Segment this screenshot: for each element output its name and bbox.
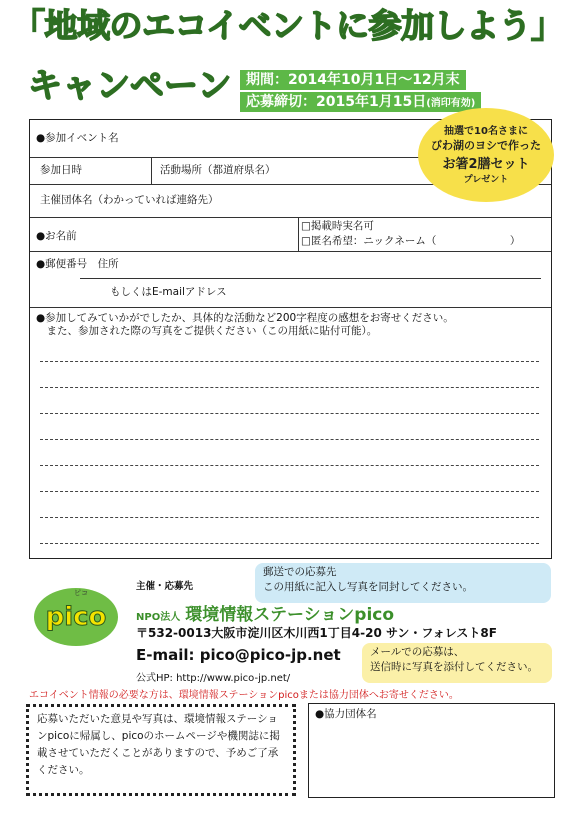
mail-application-bubble — [255, 563, 551, 603]
host-label: 主催・応募先 — [136, 581, 194, 592]
event-name-label: ●参加イベント名 — [36, 132, 119, 144]
event-info-note: エコイベント情報の必要な方は、環境情報ステーションpicoまたは協力団体へお寄せください。 — [29, 690, 459, 701]
deadline-note: (消印有効) — [426, 98, 476, 109]
pico-logo: pico — [34, 588, 118, 646]
prize-line-2: びわ湖のヨシで作った — [431, 139, 541, 152]
pico-ruby: ピコ — [74, 589, 88, 597]
org-address: 〒532-0013大阪市淀川区木川西1丁目4-20 サン・フォレスト8F — [136, 626, 497, 640]
email-label: もしくはE-mailアドレス — [110, 286, 227, 298]
email-title: メールでの応募は、 — [370, 646, 465, 658]
prize-line-4: プレゼント — [463, 175, 509, 185]
page-title: 「地域のエコイベントに参加しよう」 — [12, 6, 564, 45]
page-subtitle: キャンペーン — [28, 66, 232, 106]
deadline-row — [240, 92, 481, 112]
mail-text: この用紙に記入し写真を同封してください。 — [263, 581, 473, 593]
email-application-bubble — [362, 643, 552, 683]
name-label: ●お名前 — [36, 230, 77, 242]
anonymous-checkbox[interactable]: □匿名希望：ニックネーム（ ） — [301, 235, 521, 247]
org-name-row — [136, 600, 394, 625]
notice-box — [26, 704, 296, 796]
prize-line-1: 抽選で10名さまに — [444, 126, 528, 137]
org-website[interactable]: 公式HP: http://www.pico-jp.net/ — [136, 673, 291, 684]
prize-line-3: お箸2膳セット — [442, 157, 530, 172]
postal-address-label: ●郵便番号 住所 — [36, 258, 119, 270]
campaign-period: 期間：2014年10月1日～12月末 — [240, 70, 466, 90]
mail-title: 郵送での応募先 — [263, 566, 337, 578]
comment-instructions — [36, 312, 454, 338]
org-email[interactable]: E-mail: pico@pico-jp.net — [136, 646, 341, 664]
date-label: 参加日時 — [40, 164, 82, 176]
comment-line-2: また、参加された際の写真をご提供ください（この用紙に貼付可能）。 — [36, 325, 378, 337]
notice-text: 応募いただいた意見や写真は、環境情報ステーションpicoに帰属し、picoのホームページや機関誌に掲載させていただくことがありますので、予めご了承ください。 — [37, 713, 280, 776]
email-text: 送信時に写真を添付してください。 — [370, 661, 538, 673]
venue-label: 活動場所（都道府県名） — [160, 164, 276, 176]
prize-badge — [418, 108, 554, 202]
org-prefix: NPO法人 — [136, 612, 181, 623]
org-name: 環境情報ステーションpico — [185, 605, 395, 625]
deadline: 応募締切：2015年1月15日 — [246, 94, 427, 110]
cooperating-org-box — [308, 703, 555, 798]
publish-name-checkbox[interactable]: □掲載時実名可 — [301, 220, 374, 232]
organizer-label: 主催団体名（わかっていれば連絡先） — [40, 194, 219, 206]
coop-label: ●協力団体名 — [315, 708, 377, 720]
comment-line-1: ●参加してみていかがでしたか、具体的な活動など200字程度の感想をお寄せください。 — [36, 312, 454, 324]
